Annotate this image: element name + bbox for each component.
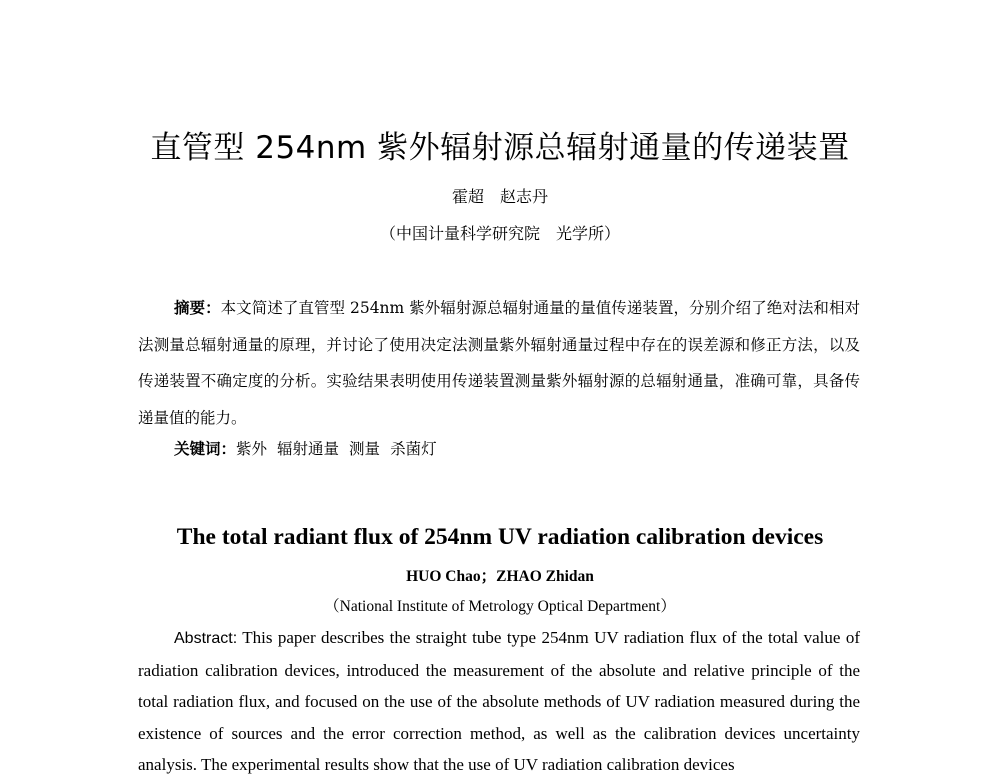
chinese-affiliation: （中国计量科学研究院 光学所） bbox=[379, 224, 620, 243]
chinese-abstract-label: 摘要： bbox=[174, 299, 221, 317]
chinese-abstract bbox=[138, 290, 860, 436]
chinese-title: 直管型 254nm 紫外辐射源总辐射通量的传递装置 bbox=[150, 130, 850, 166]
chinese-keywords-label: 关键词： bbox=[174, 440, 237, 458]
chinese-keywords bbox=[174, 437, 874, 459]
english-abstract bbox=[138, 622, 860, 781]
keyword: 杀菌灯 bbox=[390, 440, 437, 458]
english-affiliation: （National Institute of Metrology Optical Department） bbox=[324, 598, 676, 615]
chinese-authors: 霍超 赵志丹 bbox=[451, 187, 548, 206]
english-authors: HUO Chao；ZHAO Zhidan bbox=[406, 568, 594, 585]
english-abstract-label: Abstract: bbox=[174, 630, 238, 647]
keyword: 测量 bbox=[349, 440, 381, 458]
chinese-abstract-text: 本文简述了直管型 254nm 紫外辐射源总辐射通量的量值传递装置，分别介绍了绝对法和相对法测量总辐射通量的原理，并讨论了使用决定法测量紫外辐射通量过程中存在的误差源和修正方法，以及传递装置不确定度的分析。实验结果表明使用传递装置测量紫外辐射源的总辐射通量，准确可靠，具备传递量值的能力。 bbox=[138, 299, 860, 427]
keyword: 辐射通量 bbox=[277, 440, 340, 458]
keyword: 紫外 bbox=[236, 440, 268, 458]
english-abstract-text: This paper describes the straight tube type 254nm UV radiation flux of the total value of radiation calibration devices, introduced the measurement of the absolute and relative principle of the total radiation flux, and focused on the use of the absolute methods of UV radiation measured during the existence of sources and the error correction method, as well as the calibration devices uncertainty analysis. The experimental results show that the use of UV radiation calibration devices bbox=[138, 628, 860, 774]
english-title: The total radiant flux of 254nm UV radiation calibration devices bbox=[176, 524, 824, 550]
